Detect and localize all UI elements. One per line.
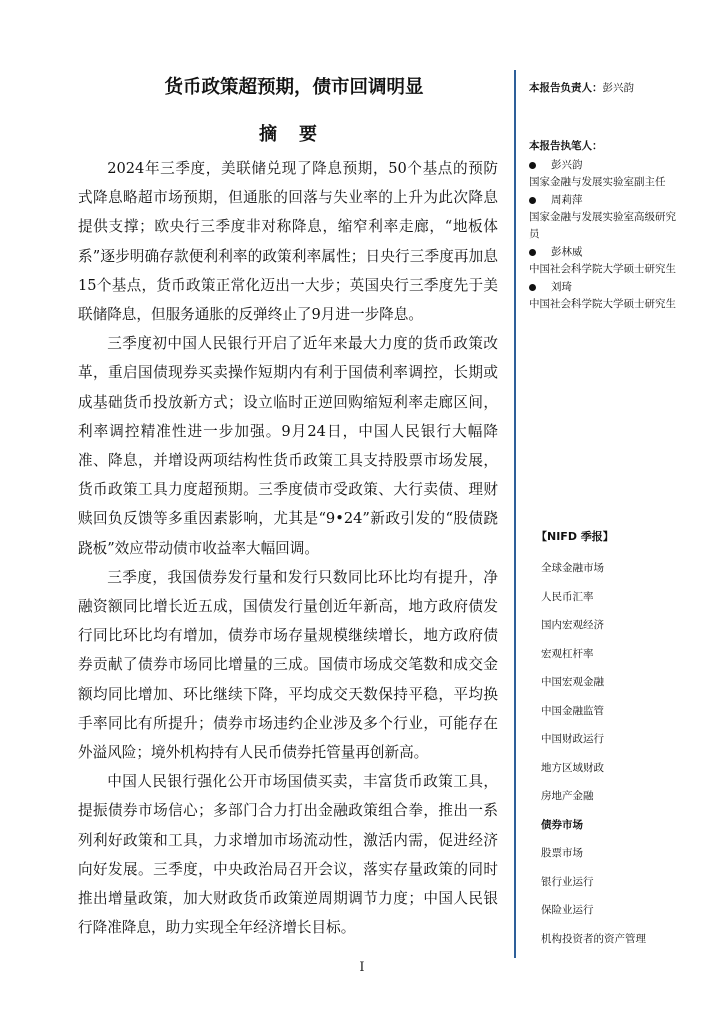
- nifd-item[interactable]: 中国宏观金融: [541, 676, 604, 688]
- nifd-item[interactable]: 宏观杠杆率: [541, 647, 594, 660]
- sidebar: [514, 70, 676, 958]
- author-name: 彭兴韵: [551, 159, 583, 171]
- nifd-item[interactable]: 地方区域财政: [541, 761, 604, 774]
- author-title: 国家金融与发展实验室高级研究员: [529, 211, 676, 240]
- bullet-icon: [529, 197, 536, 204]
- nifd-item[interactable]: 房地产金融: [541, 790, 594, 802]
- nifd-item[interactable]: 保险业运行: [541, 904, 594, 916]
- author-name: 彭林威: [551, 246, 583, 258]
- abstract-paragraph-2: 三季度初中国人民银行开启了近年来最大力度的货币政策改革，重启国债现券买卖操作短期内有利于国债利率调控，长期或成基础货币投放新方式；设立临时正逆回购缩短利率走廊区间，利率调控精准性进一步加强。9月24日，中国人民银行大幅降准、降息，并增设两项结构性货币政策工具支持股票市场发展，货币政策工具力度超预期。三季度债市受政策、大行卖债、理财赎回负反馈等多重因素影响，尤其是“9•24”新政引发的“股债跷跷板”效应带动债市收益率大幅回调。: [78, 335, 498, 557]
- author-title: 国家金融与发展实验室副主任: [529, 176, 666, 188]
- nifd-report-list: [529, 528, 679, 953]
- main-content: [78, 74, 498, 942]
- author-name-row: [529, 192, 679, 209]
- author-name-row: [529, 157, 679, 174]
- bullet-icon: [529, 284, 536, 291]
- nifd-item[interactable]: 国内宏观经济: [541, 619, 604, 631]
- bullet-icon: [529, 249, 536, 256]
- nifd-item[interactable]: 机构投资者的资产管理: [541, 932, 646, 945]
- nifd-item[interactable]: 全球金融市场: [541, 562, 604, 574]
- author-title: 中国社会科学院大学硕士研究生: [529, 263, 676, 275]
- nifd-item[interactable]: 股票市场: [541, 847, 583, 859]
- page-number: I: [359, 960, 365, 975]
- authors-section: [529, 138, 679, 314]
- nifd-item[interactable]: 银行业运行: [541, 875, 594, 888]
- nifd-item[interactable]: 中国金融监管: [541, 704, 604, 717]
- nifd-item[interactable]: 人民币汇率: [541, 590, 594, 603]
- abstract-paragraph-4: 中国人民银行强化公开市场国债买卖，丰富货币政策工具，提振债券市场信心；多部门合力打出金融政策组合拳，推出一系列利好政策和工具，力求增加市场流动性，激活内需，促进经济向好发展。三季度，中央政治局召开会议，落实存量政策的同时推出增量政策，加大财政货币政策逆周期调节力度；中国人民银行降准降息，助力实现全年经济增长目标。: [78, 773, 498, 937]
- responsible-name: 彭兴韵: [602, 82, 634, 94]
- abstract-paragraph-3: 三季度，我国债券发行量和发行只数同比环比均有提升，净融资额同比增长近五成，国债发行量创近年新高，地方政府债发行同比环比均有增加，债券市场存量规模继续增长，地方政府债券贡献了债券市场同比增量的三成。国债市场成交笔数和成交金额均同比增加、环比继续下降，平均成交天数保持平稳，平均换手率同比有所提升；债券市场违约企业涉及多个行业，可能存在外溢风险；境外机构持有人民币债券托管量再创新高。: [78, 568, 498, 762]
- nifd-heading: 【NIFD 季报】: [536, 530, 614, 543]
- author-name-row: [529, 244, 679, 261]
- author-name: 刘琦: [551, 281, 572, 293]
- nifd-item-active[interactable]: 债券市场: [541, 818, 583, 831]
- report-title: 货币政策超预期，债市回调明显: [164, 77, 424, 98]
- abstract-heading: 摘要: [259, 124, 339, 145]
- abstract-paragraph-1: 2024年三季度，美联储兑现了降息预期，50个基点的预防式降息略超市场预期，但通胀的回落与失业率的上升为此次降息提供支撑；欧央行三季度非对称降息，缩窄利率走廊，“地板体系”逐步明确存款便利利率的政策利率属性；日央行三季度再加息15个基点，货币政策正常化迈出一大步；英国央行三季度先于美联储降息，但服务通胀的反弹终止了9月进一步降息。: [78, 160, 498, 324]
- report-responsible: [529, 80, 679, 96]
- bullet-icon: [529, 162, 536, 169]
- author-title: 中国社会科学院大学硕士研究生: [529, 298, 676, 310]
- author-name-row: [529, 279, 679, 296]
- nifd-item[interactable]: 中国财政运行: [541, 733, 604, 745]
- authors-heading: 本报告执笔人：: [529, 140, 603, 152]
- responsible-label: 本报告负责人：: [529, 82, 603, 94]
- author-name: 周莉萍: [551, 194, 583, 206]
